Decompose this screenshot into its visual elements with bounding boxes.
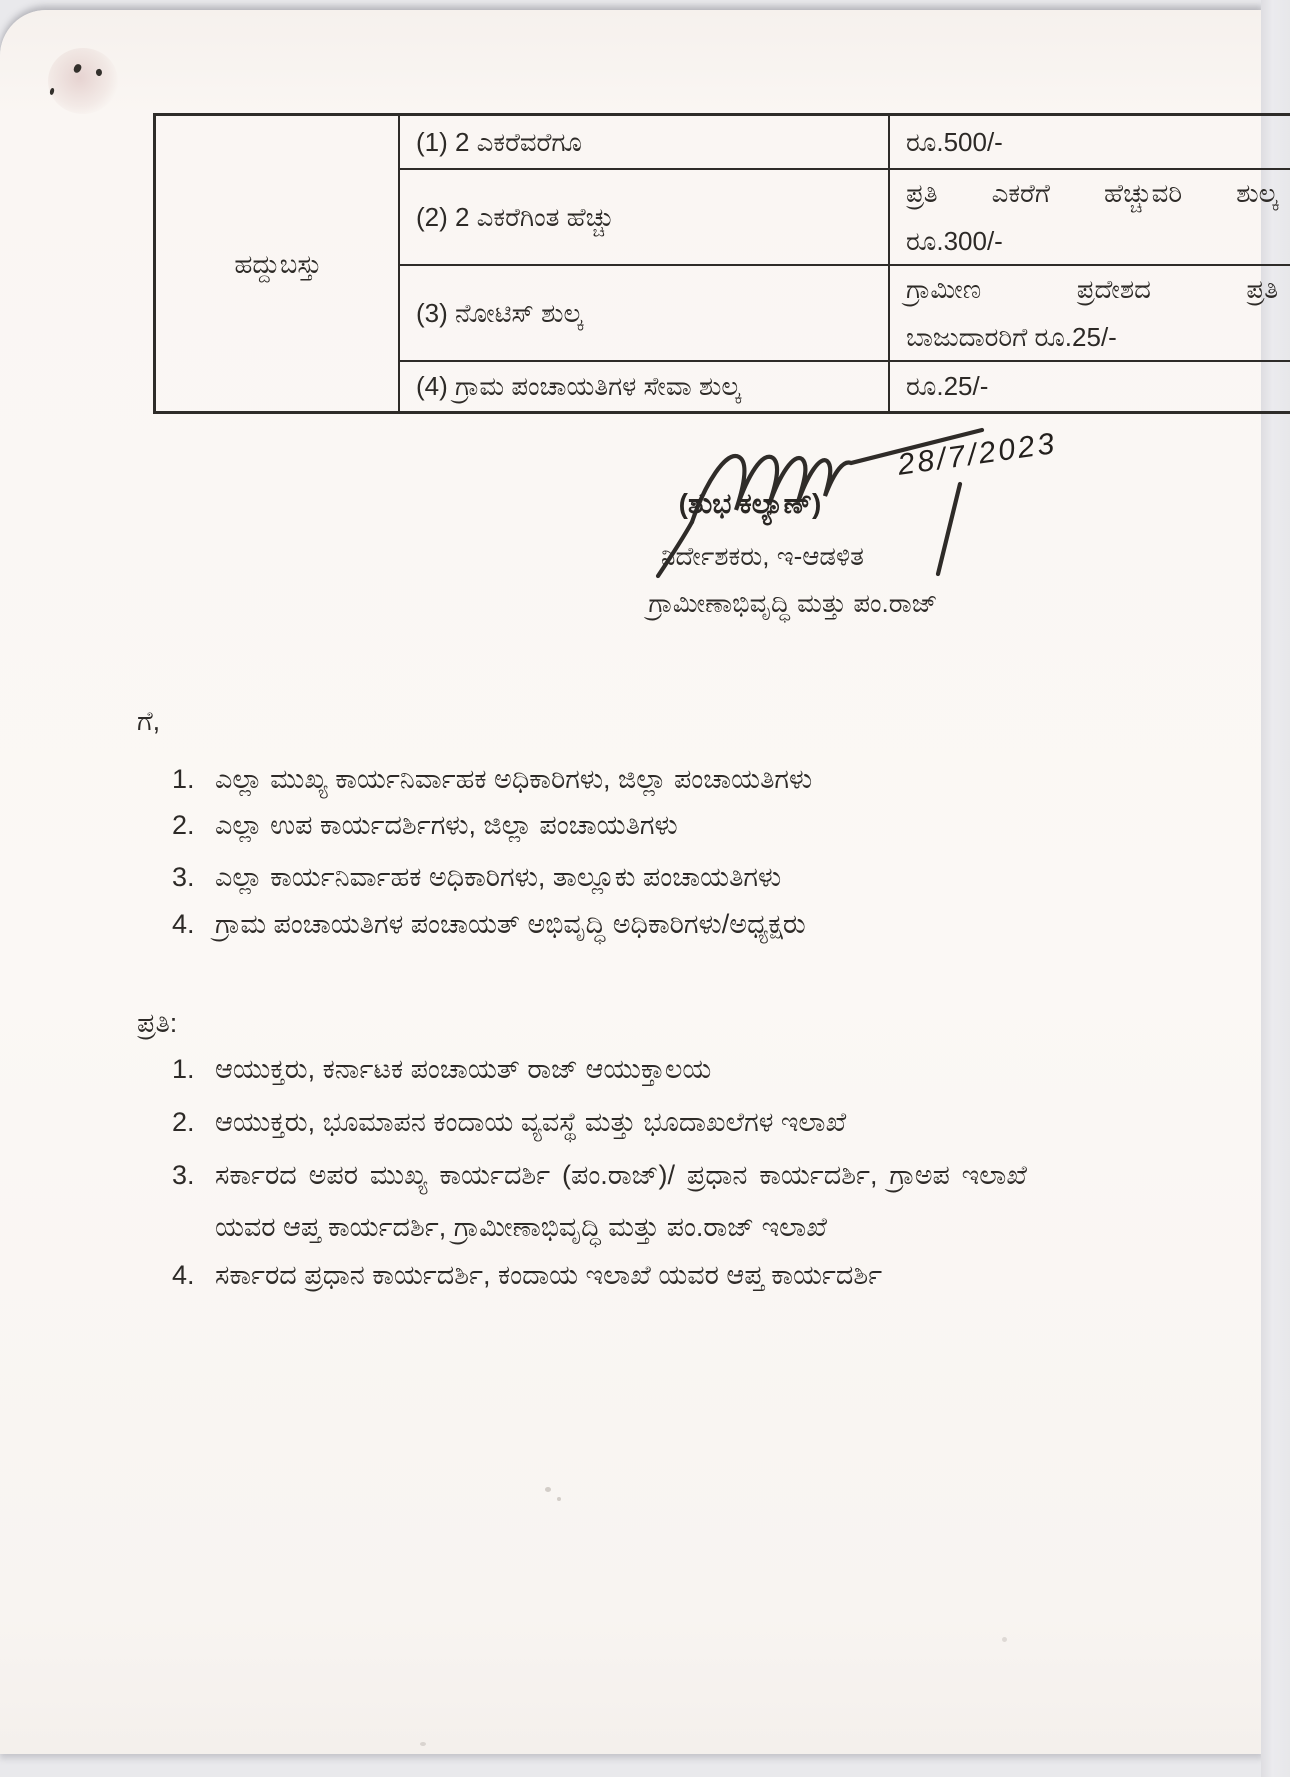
row-label: ಹದ್ದುಬಸ್ತು <box>234 248 322 279</box>
list-item <box>172 1105 846 1139</box>
copy-heading: ಪ್ರತಿ: <box>137 1008 178 1038</box>
fee-table <box>153 113 1290 414</box>
item-text: ಆಯುಕ್ತರು, ಭೂಮಾಪನ ಕಂದಾಯ ವ್ಯವಸ್ಥೆ ಮತ್ತು ಭೂದಾಖಲೆಗಳ ಇಲಾಖೆ <box>215 1107 847 1137</box>
item-number: 4. <box>172 1260 195 1290</box>
item-number: 1. <box>172 1054 195 1084</box>
item-number: 2. <box>172 810 195 840</box>
fee-text-line: ಪ್ರತಿ ಎಕರೆಗೆ ಹೆಚ್ಚುವರಿ ಶುಲ್ಕ <box>906 177 1278 208</box>
fee-cell <box>889 265 1290 361</box>
item-number: 3. <box>172 862 195 892</box>
item-number: 2. <box>172 1107 195 1137</box>
ink-speck <box>420 1742 426 1746</box>
to-heading: ಗೆ, <box>137 706 161 736</box>
item-number: 1. <box>172 764 195 794</box>
list-item <box>172 808 678 842</box>
signatory-department: ಗ್ರಾಮೀಣಾಭಿವೃದ್ಧಿ ಮತ್ತು ಪಂ.ರಾಜ್ <box>648 588 938 618</box>
item-number: 3. <box>172 1160 195 1190</box>
item-text: ಎಲ್ಲಾ ಕಾರ್ಯನಿರ್ವಾಹಕ ಅಧಿಕಾರಿಗಳು, ತಾಲ್ಲೂಕು ಪಂಚಾಯತಿಗಳು <box>215 862 782 892</box>
item-text: ಸರ್ಕಾರದ ಪ್ರಧಾನ ಕಾರ್ಯದರ್ಶಿ, ಕಂದಾಯ ಇಲಾಖೆ ಯವರ ಆಪ್ತ ಕಾರ್ಯದರ್ಶಿ <box>215 1260 883 1290</box>
row-label-cell <box>155 115 400 413</box>
signatory-name: (ಶುಭ ಕಲ್ಯಾಣ್) <box>678 488 822 519</box>
fee-text-line: ಬಾಜುದಾರರಿಗೆ ರೂ.25/- <box>906 321 1117 352</box>
ink-speck <box>557 1497 561 1501</box>
signature-date: 28/7/2023 <box>895 426 1060 482</box>
fee-text-line: ರೂ.300/- <box>906 225 1003 256</box>
list-item <box>172 907 806 941</box>
item-number: 4. <box>172 909 195 939</box>
list-item <box>172 1158 1027 1192</box>
signatory-title: ನಿರ್ದೇಶಕರು, ಇ-ಆಡಳಿತ <box>661 541 864 571</box>
fee-cell <box>889 169 1290 265</box>
fee-cell: ರೂ.25/- <box>889 361 1290 413</box>
item-cell: (2) 2 ಎಕರೆಗಿಂತ ಹೆಚ್ಚು <box>399 169 889 265</box>
item-text: ಎಲ್ಲಾ ಉಪ ಕಾರ್ಯದರ್ಶಿಗಳು, ಜಿಲ್ಲಾ ಪಂಚಾಯತಿಗಳು <box>215 810 678 840</box>
item-text-continuation: ಯವರ ಆಪ್ತ ಕಾರ್ಯದರ್ಶಿ, ಗ್ರಾಮೀಣಾಭಿವೃದ್ಧಿ ಮತ್ತು ಪಂ.ರಾಜ್ ಇಲಾಖೆ <box>215 1212 827 1242</box>
table-row <box>155 115 1290 169</box>
item-text: ಗ್ರಾಮ ಪಂಚಾಯತಿಗಳ ಪಂಚಾಯತ್ ಅಭಿವೃದ್ಧಿ ಅಧಿಕಾರಿಗಳು/ಅಧ್ಯಕ್ಷರು <box>215 909 806 939</box>
list-item <box>172 860 781 894</box>
item-cell: (1) 2 ಎಕರೆವರೆಗೂ <box>399 115 889 169</box>
list-item <box>172 1258 882 1292</box>
item-text: ಎಲ್ಲಾ ಮುಖ್ಯ ಕಾರ್ಯನಿರ್ವಾಹಕ ಅಧಿಕಾರಿಗಳು, ಜಿಲ್ಲಾ ಪಂಚಾಯತಿಗಳು <box>215 764 813 794</box>
item-cell: (4) ಗ್ರಾಮ ಪಂಚಾಯತಿಗಳ ಸೇವಾ ಶುಲ್ಕ <box>399 361 889 413</box>
list-item <box>172 762 812 796</box>
fee-cell: ರೂ.500/- <box>889 115 1290 169</box>
item-text: ಆಯುಕ್ತರು, ಕರ್ನಾಟಕ ಪಂಚಾಯತ್ ರಾಜ್ ಆಯುಕ್ತಾಲಯ <box>215 1054 712 1084</box>
item-text: ಸರ್ಕಾರದ ಅಪರ ಮುಖ್ಯ ಕಾರ್ಯದರ್ಶಿ (ಪಂ.ರಾಜ್)/ ಪ್ರಧಾನ ಕಾರ್ಯದರ್ಶಿ, ಗ್ರಾಅಪ ಇಲಾಖೆ <box>215 1160 1027 1190</box>
item-cell: (3) ನೋಟಿಸ್ ಶುಲ್ಕ <box>399 265 889 361</box>
list-item <box>172 1052 711 1086</box>
fee-text-line: ಗ್ರಾಮೀಣ ಪ್ರದೇಶದ ಪ್ರತಿ <box>906 273 1278 304</box>
ink-smudge <box>48 48 118 114</box>
ink-speck <box>1002 1637 1007 1642</box>
ink-speck <box>545 1487 551 1492</box>
